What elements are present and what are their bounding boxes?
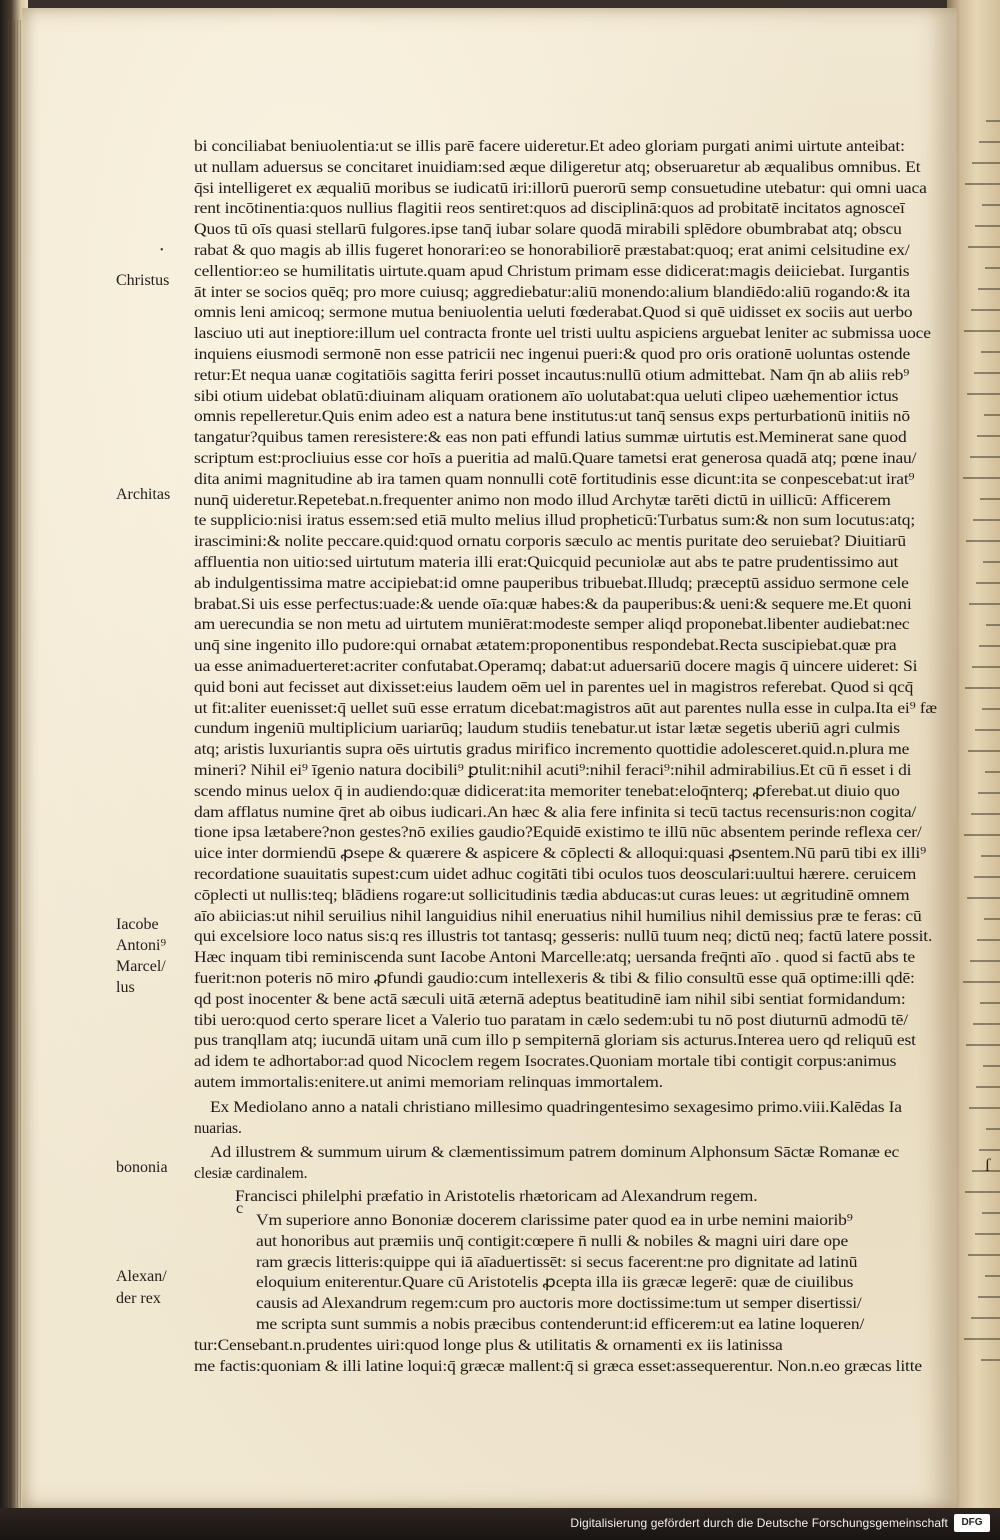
facing-page-text [976,582,1000,584]
facing-page-text [967,897,1000,899]
facing-page-text [982,1212,1000,1214]
text-line: inquiens eiusmodi sermonē non esse patricii nec ingenui pueri:& quod pro oris orationē uoluntas ostende [194,346,911,363]
facing-page-text [986,624,1000,626]
margin-note-iacobe: lus [116,979,135,996]
text-line: tibi uero:quod certo sperare licet a Valerio tuo paratam in cælo sedem:ubi tu nō post diuturnū admodū tē/ [194,1011,908,1029]
facing-page-text [972,1170,1000,1172]
facing-page-text [964,1338,1000,1340]
text-line: Quos tū oīs quasi stellarū fulgores.ipse tanq̄ iubar solare quodā mirabili splēdore obumbrabat atq; obscu [194,221,902,239]
margin-note-alexander: Alexan/ [116,1268,167,1285]
text-line: pus tranqllam atq; iucundā uitam unā cum illo p sempiternā gloriam sis acturus.Interea uero qd reliquū est [194,1032,916,1050]
text-line: bi conciliabat beniuolentia:ut se illis parē facere uideretur.Et adeo gloriam purgati animi uirtute anteibat: [194,138,905,155]
text-line: mineri? Nihil ei⁹ īgenio natura docibili⁹ ꝑtulit:nihil acuti⁹:nihil feraci⁹:nihil admirabilius.Et cū n̄ esset i di [194,762,912,779]
facing-page-text [969,603,1000,605]
text-line: tur:Censebant.n.prudentes uiri:quod longe plus & utilitatis & ornamenti ex iis latinissa [194,1336,783,1354]
text-line: q̄si intelligeret ex æqualiū moribus se iudicatū iri:illorū puerorū semp consuetudine utebatur: qui omni uaca [194,179,927,197]
facing-page-text [963,981,1000,983]
facing-page-text [973,1023,1000,1025]
facing-page-text [984,414,1000,416]
facing-page-text [969,1107,1000,1109]
text-line: ut fit:aliter euenisset:q̄ uellet suū esse erratum dicebat:magistros aūt aut parentes nulla esse in culpa.Ita ei⁹ fæ [194,699,937,717]
facing-page-text [965,1191,1000,1193]
facing-page-text [963,477,1000,479]
facing-page-text [974,372,1000,374]
facing-page-text [986,120,1000,122]
text-line: tione ipsa lætabere?non gestes?nō exilies gaudio?Equidē existimo te illū nūc absentem perinde reflexa cer/ [194,824,922,842]
margin-note-christus: Christus [116,272,170,289]
facing-page-text [981,1359,1000,1361]
address-line: Ad illustrem & summum uirum & clæmentissimum patrem dominum Alphonsum Sāctæ Romanæ ec [210,1144,900,1162]
text-line: aut honoribus aut præmiis unq̄ contigit:cœpere n̄ nulli & nobiles & magni uiri dare ope [256,1232,849,1250]
facing-page-text [965,183,1000,185]
facing-page-text [986,1128,1000,1130]
closing-line: Ex Mediolano anno a natali christiano millesimo quadringentesimo sexagesimo primo.viii.Kalēdas Ia [210,1098,902,1116]
text-line: dam afflatus numine q̄ret ab oibus iudicari.An hæc & alia fere infinita si tecū tactus recensuris:non cogita/ [194,803,917,821]
text-line: Vm superiore anno Bononiæ docerem clarissime pater quod ea in urbe nemini maiorib⁹ [256,1212,853,1229]
facing-page-text [978,792,1000,794]
facing-page-text [978,288,1000,290]
facing-page-text [967,393,1000,395]
text-line: scriptum est:procliuius esse cor hoīs a pueritia ad malū.Quare tametsi erat generosa quadā atq; pœne inau/ [194,450,917,467]
margin-mark-c: c [236,1200,244,1217]
facing-page-text [978,1296,1000,1298]
facing-page-text [985,771,1000,773]
margin-note-bononia: bononia [116,1159,168,1176]
facing-page-text [970,456,1000,458]
text-line: lasciuo uti aut ineptiore:illum uel contracta fronte uel tristi uultu aspiciens arguebat leniter ac submissa uoce [194,325,931,343]
text-line: tangatur?quibus tamen reresistere:& eas non pati effundi latius summæ uirtutis est.Meminerat sane quod [194,429,907,447]
facing-page-text [975,1233,1000,1235]
facing-page-text [982,204,1000,206]
text-line: autem immortalis:enitere.ut animi memoriam relinquas immortalem. [194,1074,663,1091]
margin-note-iacobe: Antoni⁹ [116,937,167,954]
text-line: ab indulgentissima matre accipiebat:id omne pauperibus tribuebat.Illudq; præceptū assiduo sermone cele [194,574,909,592]
funding-credit: Digitalisierung gefördert durch die Deutsche Forschungsgemeinschaft [570,1516,948,1530]
text-line: cōplecti ut nullis:teq; blādiens rogare:ut sollicitudinis tædia abducas:ut curas leues: ut ægritudinē omnem [194,886,910,904]
facing-page-text [966,1044,1000,1046]
text-line: āt inter se socios quēq; pro more cuiusq; aggrediebatur:aliū monendo:alium blandiēdo:aliū rogando:& ita [194,283,911,301]
text-line: scendo minus uelox q̄ in audiendo:quæ didicerat:ita memoriter tenebat:eloq̄nterq; ꝓferebat.ut diuio quo [194,782,900,800]
facing-page-text [970,960,1000,962]
facing-page-text [985,267,1000,269]
facing-page-text [981,855,1000,857]
facing-page-text [964,834,1000,836]
facing-page-text [979,1149,1000,1151]
facing-page-text [976,1086,1000,1088]
facing-page-text [965,687,1000,689]
text-line: qd post inocenter & bene actā sæculi uitā æternā adeptus beatitudinē iam nihil sibi sentiat formidandum: [194,990,906,1008]
text-line: fuerit:non poteris nō miro ꝓfundi gaudio:cum intellexeris & tibi & filio consultū esse quā optime:illi qdē: [194,970,915,987]
text-line: rent incōtinentia:quos nullius flagitii reos sentiret:quos ad disciplinā:quos ad probitatē incitatos agnosceī [194,200,905,218]
facing-page-text [985,1275,1000,1277]
text-line: irascimini:& nolite peccare.quid:quod ornatu corporis sæculo ac mentis puritate deo seruiebat? Diuitiarū [194,533,906,551]
facing-page-text [972,666,1000,668]
facing-page-text [977,939,1000,941]
facing-page-text [975,729,1000,731]
text-line: brabat.Si uis esse perfectus:uade:& uende oīa:quæ habes:& da pauperibus:& ueni:& sequere me.Et quoni [194,595,912,613]
text-line: uice inter dormiendū ꝓsepe & quærere & aspicere & cōplecti & alloqui:quasi ꝓsentem.Nū parū tibi ex illi⁹ [194,845,927,863]
facing-page-text [971,1317,1000,1319]
text-line: retur:Et nequa uanæ cogitatiōis sagitta feriri posset incautus:nullū otium admittebat. Nam q̄n ab aliis reb⁹ [194,366,910,384]
facing-page-text [980,1002,1000,1004]
facing-page-text [964,330,1000,332]
facing-page-text [981,351,1000,353]
facing-page-text [966,540,1000,542]
facing-page-text [971,813,1000,815]
facing-page-text [973,519,1000,521]
facing-page-text [984,918,1000,920]
section-heading: Francisci philelphi præfatio in Aristotelis rhætoricam ad Alexandrum regem. [235,1188,758,1205]
facing-page-text [968,246,1000,248]
facing-page-text [968,1254,1000,1256]
closing-line: nuarias. [194,1119,242,1137]
text-line: aīo abiicias:ut nihil seruilius nihil languidius nihil eneruatius nihil humilius nihil demissius præ te feras: cū [194,907,922,925]
text-line: dita animi magnitudine ab ira tamen quam nonnulli cotē fortitudinis esse dicunt:ita se conpescebat:ut irat⁹ [194,470,915,488]
facing-page-text [983,1065,1000,1067]
ink-dot: • [160,245,164,256]
text-line: eloquium eniterentur.Quare cū Aristotelis ꝓcepta illa iis græcæ legerē: quæ de ciuilibus [256,1274,854,1292]
text-line: quid boni aut fecisset aut dixisset:eius laudem oēm uel in parentes uel in magistros referebat. Quod si qcq̄ [194,678,914,696]
facing-page-text [979,141,1000,143]
facing-page-text [974,876,1000,878]
facing-page-text [971,309,1000,311]
text-line: ut nullam aduersus se concitaret inuidiam:sed æque diligeretur atq; obseruaretur ab æqualibus omnibus. Et [194,158,921,176]
margin-note-iacobe: Iacobe [116,916,159,933]
text-line: nunq̄ uideretur.Repetebat.n.frequenter animo non modo illud Archytæ tarēti dictū in uillicū: Afficerem [194,491,891,509]
margin-note-iacobe: Marcel/ [116,958,166,975]
text-line: ad idem te adhortabor:ad quod Nicoclem regem Isocrates.Quoniam mortale tibi contigit corpus:animus [194,1053,897,1071]
text-line: am uerecundia se non metu ad uirtutem muniērat:modeste semper aliqd proponebat.libenter audiebat:nec [194,616,910,634]
text-line: rabat & quo magis ab illis fugeret honorari:eo se honorabiliorē præstabat:quoq; erat animi celsitudine ex/ [194,242,910,259]
facing-page-text [980,498,1000,500]
text-line: me factis:quoniam & illi latine loqui:q̄ græcæ mallent:q̄ si græca esset:assequerentur. Non.n.eo græcas litte [194,1357,923,1375]
text-line: omnis repelleretur.Quis enim adeo est a natura bene institutus:ut tanq̄ sensus exps perturbationū initiis nō [194,408,910,426]
text-line: recordatione suauitatis supest:cum uidet adhuc cogitāti tibi oculos tuos deosculari:uultui hærere. ceruicem [194,866,917,883]
facing-page-text [979,645,1000,647]
margin-note-architas: Architas [116,486,171,503]
text-line: me scripta sunt summis a nobis præcibus contenderunt:id efficerem:ut ea latine loqueren/ [256,1316,865,1333]
text-line: omnis leni amicoq; sermone mutua beniuolentia ueluti fœderabat.Quod si quē uidisset ex sociis aut uerbo [194,304,913,322]
facing-page-text [972,162,1000,164]
text-line: te supplicio:nisi iratus essem:sed etiā multo melius illud propheticū:Turbatus sum:& non sum locutus:atq; [194,512,916,530]
text-line: Hæc inquam tibi reminiscenda sunt Iacobe Antoni Marcelle:atq; uersanda freq̄nti aīo . quod si factū abs te [194,949,916,967]
margin-note-alexander: der rex [116,1290,161,1307]
text-line: atq; aristis luxuriantis supra oēs uirtutis gradus mirifico incremento quottidie adolesceret.quid.n.plura me [194,741,910,759]
facing-page-text [977,435,1000,437]
text-line: affluentia non uitio:sed uirtutum materia illi erat:Quicquid pecuniolæ aut abs te patre prudentissimo aut [194,554,899,571]
text-line: cundum ingeniū multiplicium uariarūq; laudum studiis tenebatur.ut istar lætæ segetis uberiū agri culmis [194,720,900,738]
facing-page-text [968,750,1000,752]
text-line: causis ad Alexandrum regem:cum pro auctoris more doctissime:tum ut semper disertissi/ [256,1295,862,1313]
facing-page-text [982,708,1000,710]
text-line: cellentior:eo se humilitatis uirtute.quam apud Christum primam esse didicerat:magis deiiciebat. Iurgantis [194,262,910,280]
text-line: unq̄ sine ingenito illo pudore:qui ornabat ætatem:proponentibus respondebat.Recta suscipiebat.quæ pra [194,637,897,655]
ink-mark: ſ [985,1155,991,1175]
text-line: sibi otium uidebat oblatū:diuinam aliquam orationem aīo uolutabat:qua ueluti clipeo uæhementior ictus [194,387,899,405]
dfg-logo: DFG [954,1514,990,1532]
facing-page-text [975,225,1000,227]
text-line: ram græcis litteris:quippe qui iā aīaduertissēt: si secus facerent:ne pro dignitate ad latinū [256,1253,858,1271]
address-line: clesiæ cardinalem. [194,1165,308,1183]
text-line: qui excelsiore loco natus sis:q res illustris tot tantasq; gesseris: nullū tuum neq; dictū neq; factū latere possit. [194,928,933,946]
facing-page-text [983,561,1000,563]
text-line: ua esse animaduerteret:acriter confutabat.Operamq; dabat:ut aduersariū docere magis q̄ uincere uideret: Si [194,658,918,675]
